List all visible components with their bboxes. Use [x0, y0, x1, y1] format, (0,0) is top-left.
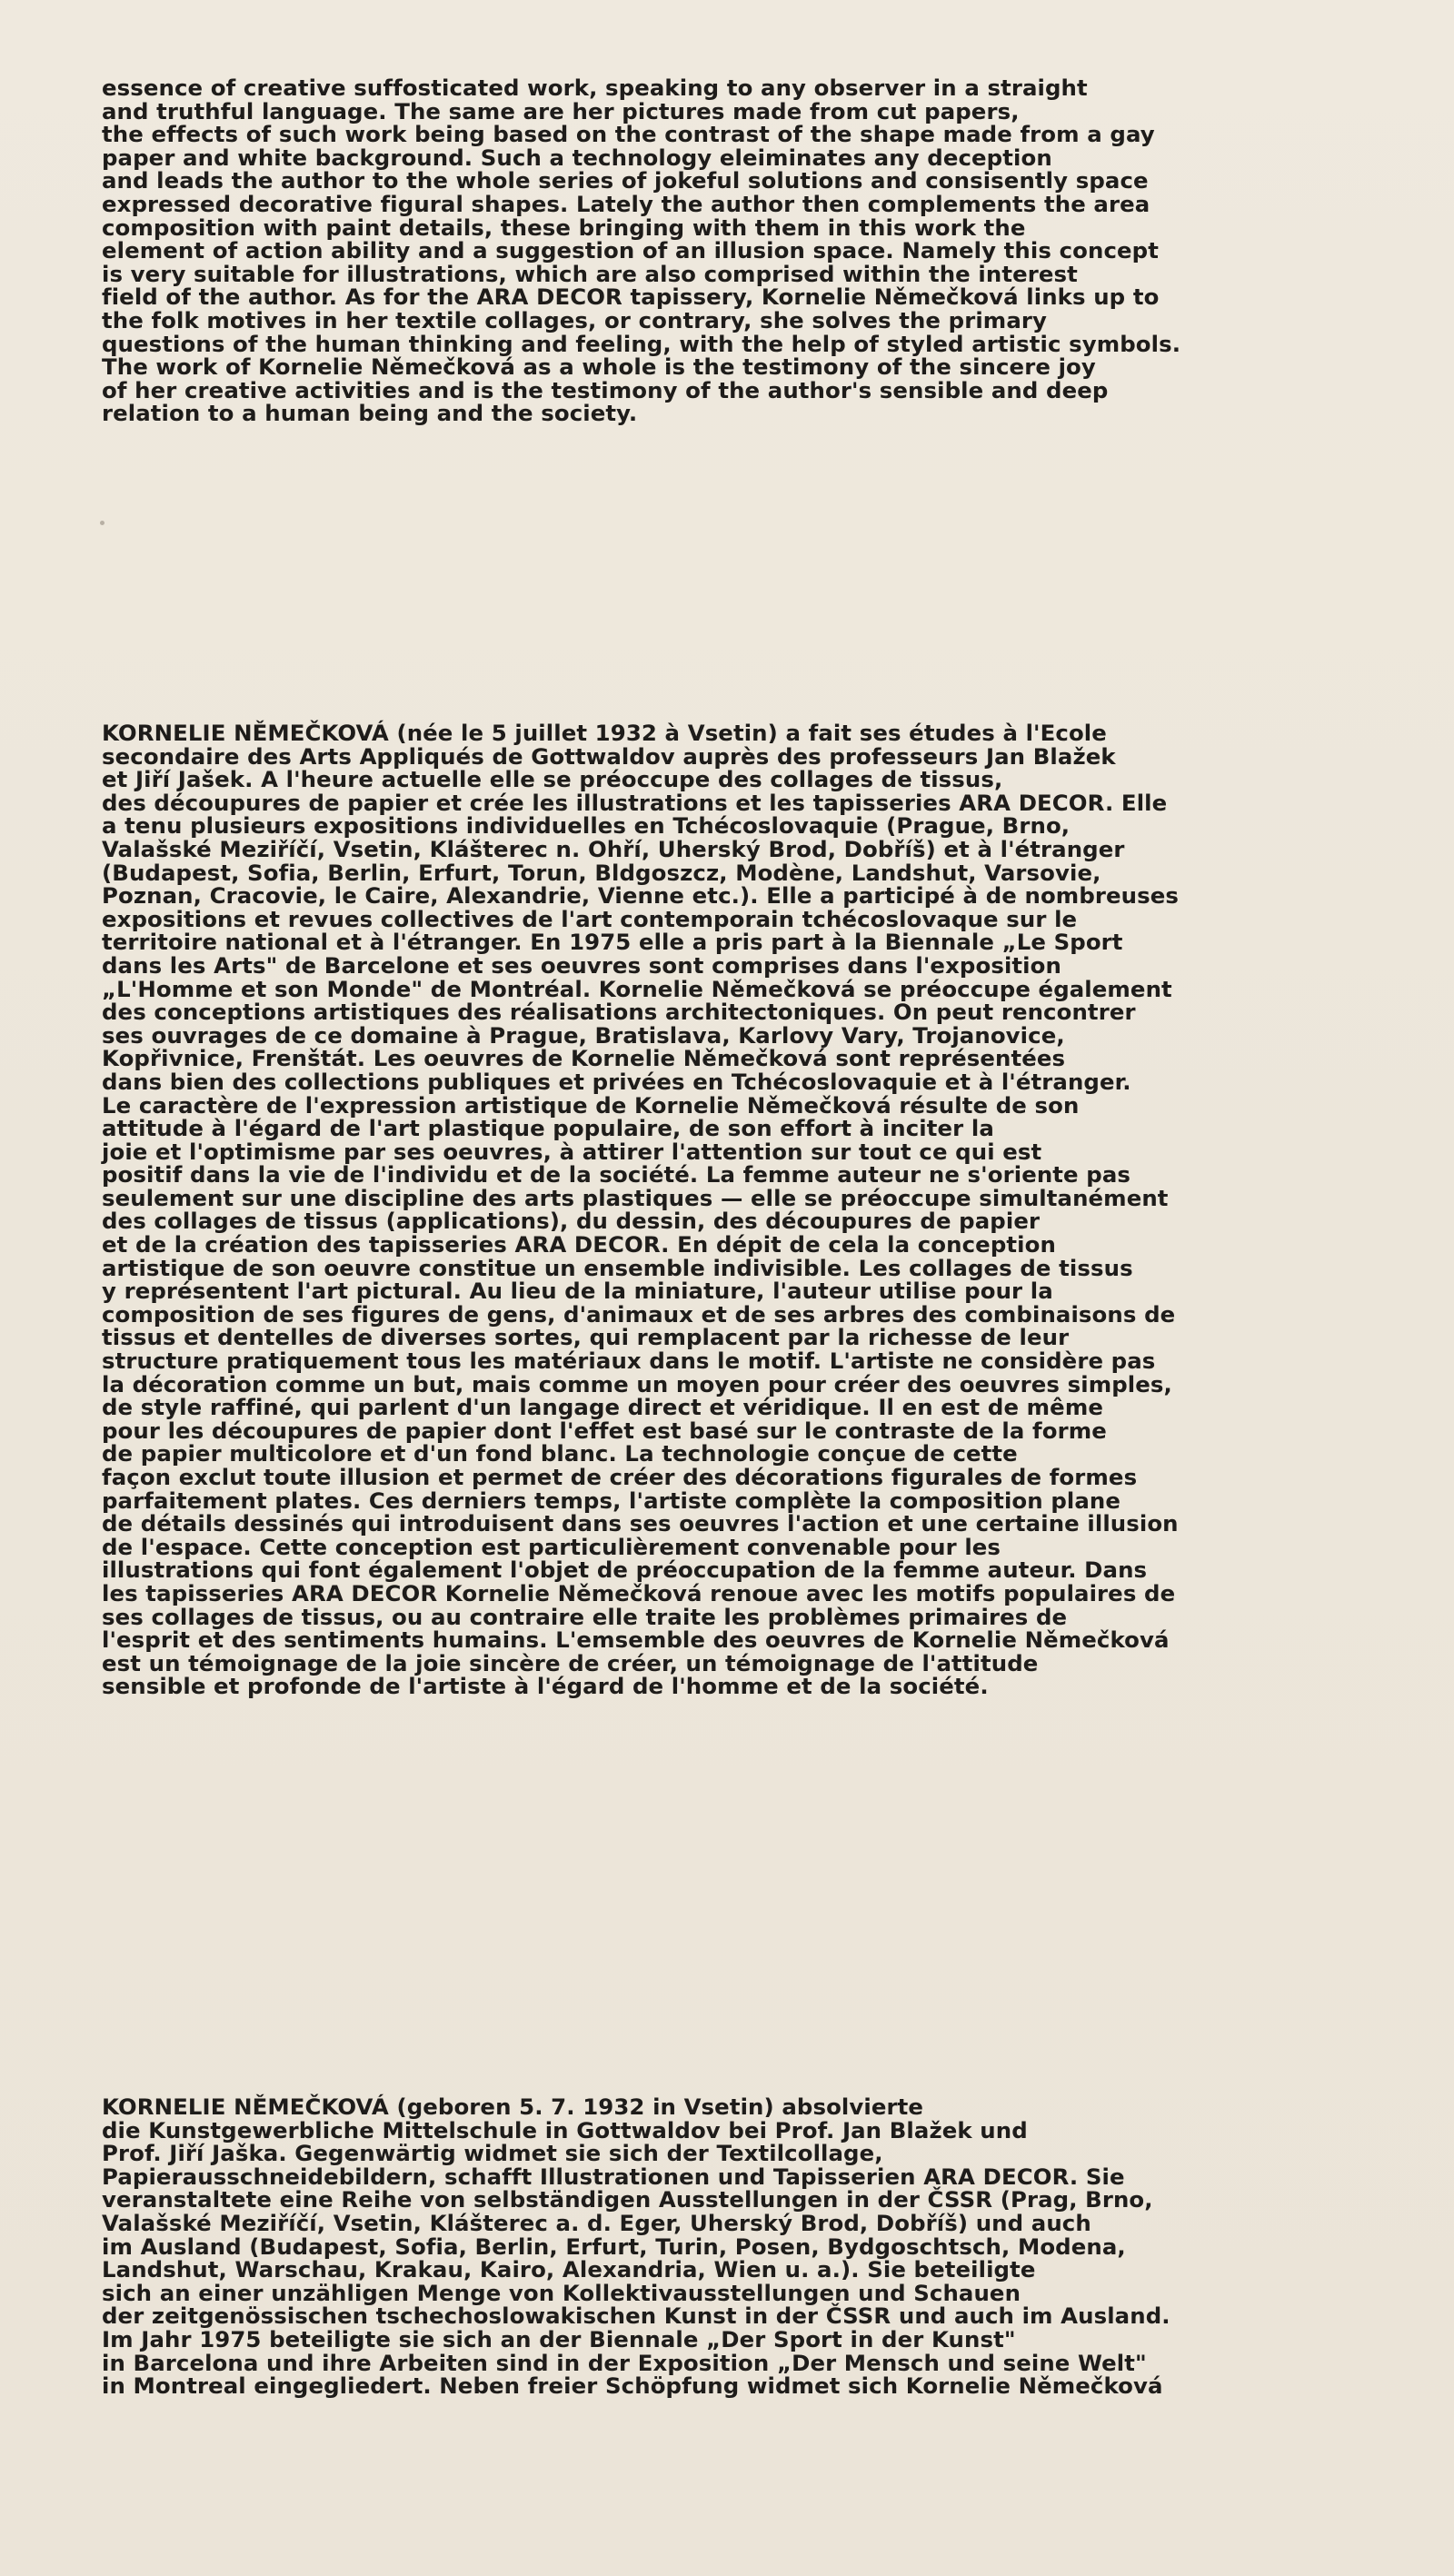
text-line: the effects of such work being based on the contrast of the shape made from a gay — [102, 121, 1155, 148]
text-line: ses collages de tissus, ou au contraire elle traite les problèmes primaires de — [102, 1603, 1068, 1630]
text-line: façon exclut toute illusion et permet de créer des décorations figurales de formes — [102, 1464, 1138, 1490]
text-line: KORNELIE NĚMEČKOVÁ (geboren 5. 7. 1932 in Vsetin) absolvierte — [102, 2094, 924, 2120]
text-line: a tenu plusieurs expositions individuelles en Tchécoslovaquie (Prague, Brno, — [102, 812, 1071, 840]
text-line: sich an einer unzähligen Menge von Kollektivausstellungen und Schauen — [102, 2279, 1021, 2306]
text-line: illustrations qui font également l'objet de préoccupation de la femme auteur. Dans — [102, 1557, 1148, 1584]
text-line: parfaitement plates. Ces derniers temps, l'artiste complète la composition plane — [102, 1487, 1121, 1514]
text-line: expositions et revues collectives de l'art contemporain tchécoslovaque sur le — [102, 905, 1078, 932]
text-line: dans les Arts" de Barcelone et ses oeuvres sont comprises dans l'exposition — [102, 951, 1061, 979]
text-line: Le caractère de l'expression artistique de Kornelie Němečková résulte de son — [102, 1091, 1080, 1119]
text-line: la décoration comme un but, mais comme un moyen pour créer des oeuvres simples, — [102, 1370, 1172, 1397]
text-line: les tapisseries ARA DECOR Kornelie Němečková renoue avec les motifs populaires de — [102, 1579, 1176, 1606]
text-line: y représentent l'art pictural. Au lieu de la miniature, l'auteur utilise pour la — [102, 1278, 1053, 1305]
text-line: The work of Kornelie Němečková as a whole is the testimony of the sincere joy — [102, 353, 1096, 381]
text-line: Valašské Meziříčí, Vsetin, Klášterec n. Ohří, Uherský Brod, Dobříš) et à l'étranger — [102, 835, 1125, 862]
text-line: composition de ses figures de gens, d'animaux et de ses arbres des combinaisons de — [102, 1300, 1176, 1328]
text-line: de détails dessinés qui introduisent dans ses oeuvres l'action et une certaine illusion — [102, 1510, 1179, 1537]
text-line: de l'espace. Cette conception est particulièrement convenable pour les — [102, 1533, 1001, 1560]
text-line: territoire national et à l'étranger. En 1975 elle a pris part à la Biennale „Le Sport — [102, 929, 1123, 956]
paper-speck — [100, 521, 105, 525]
text-line: Valašské Meziříčí, Vsetin, Klášterec a. d. Eger, Uherský Brod, Dobříš) und auch — [102, 2209, 1091, 2236]
text-line: in Montreal eingegliedert. Neben freier Schöpfung widmet sich Kornelie Němečková — [102, 2372, 1163, 2400]
text-line: of her creative activities and is the testimony of the author's sensible and deep — [102, 376, 1109, 403]
text-line: ses ouvrages de ce domaine à Prague, Bratislava, Karlovy Vary, Trojanovice, — [102, 1021, 1065, 1049]
text-line: joie et l'optimisme par ses oeuvres, à attirer l'attention sur tout ce qui est — [102, 1138, 1042, 1165]
text-line: sensible et profonde de l'artiste à l'égard de l'homme et de la société. — [102, 1673, 989, 1700]
text-line: der zeitgenössischen tschechoslowakischen Kunst in der ČSSR und auch im Ausland. — [102, 2302, 1170, 2330]
text-line: structure pratiquement tous les matériaux dans le motif. L'artiste ne considère pas — [102, 1348, 1156, 1375]
text-line: artistique de son oeuvre constitue un ensemble indivisible. Les collages de tissus — [102, 1254, 1133, 1281]
text-line: et de la création des tapisseries ARA DECOR. En dépit de cela la conception — [102, 1231, 1056, 1258]
text-line: the folk motives in her textile collages, or contrary, she solves the primary — [102, 306, 1048, 333]
text-line: relation to a human being and the society. — [102, 400, 638, 427]
text-line: element of action ability and a suggestion of an illusion space. Namely this concept — [102, 237, 1159, 264]
text-line: l'esprit et des sentiments humains. L'emsemble des oeuvres de Kornelie Němečková — [102, 1626, 1170, 1654]
text-line: Im Jahr 1975 beteiligte sie sich an der Biennale „Der Sport in der Kunst" — [102, 2325, 1016, 2352]
text-line: dans bien des collections publiques et privées en Tchécoslovaquie et à l'étranger. — [102, 1068, 1131, 1095]
text-line: des conceptions artistiques des réalisations architectoniques. On peut rencontrer — [102, 999, 1136, 1026]
text-line: est un témoignage de la joie sincère de créer, un témoignage de l'attitude — [102, 1649, 1039, 1676]
text-line: Kopřivnice, Frenštát. Les oeuvres de Kornelie Němečková sont représentées — [102, 1045, 1066, 1072]
text-line: and leads the author to the whole series of jokeful solutions and consisently space — [102, 167, 1149, 194]
text-line: die Kunstgewerbliche Mittelschule in Gottwaldov bei Prof. Jan Blažek und — [102, 2116, 1028, 2143]
text-line: Papierausschneidebildern, schafft Illustrationen und Tapisserien ARA DECOR. Sie — [102, 2163, 1125, 2190]
text-line: positif dans la vie de l'individu et de la société. La femme auteur ne s'oriente pas — [102, 1161, 1131, 1189]
text-line: essence of creative suffosticated work, speaking to any observer in a straight — [102, 75, 1088, 101]
german-text-block — [102, 2095, 1401, 2398]
text-line: attitude à l'égard de l'art plastique populaire, de son effort à inciter la — [102, 1115, 994, 1142]
text-line: KORNELIE NĚMEČKOVÁ (née le 5 juillet 1932 à Vsetin) a fait ses études à l'Ecole — [102, 720, 1107, 746]
text-line: is very suitable for illustrations, which are also comprised within the interest — [102, 260, 1078, 287]
text-line: pour les découpures de papier dont l'effet est basé sur le contraste de la forme — [102, 1417, 1107, 1444]
text-line: Poznan, Cracovie, le Caire, Alexandrie, Vienne etc.). Elle a participé à de nombreuses — [102, 882, 1179, 910]
text-line: de style raffiné, qui parlent d'un langage direct et véridique. Il en est de même — [102, 1394, 1103, 1421]
text-line: and truthful language. The same are her pictures made from cut papers, — [102, 97, 1020, 124]
text-line: veranstaltete eine Reihe von selbständigen Ausstellungen in der ČSSR (Prag, Brno, — [102, 2186, 1153, 2213]
text-line: des collages de tissus (applications), du dessin, des découpures de papier — [102, 1208, 1041, 1235]
text-line: composition with paint details, these bringing with them in this work the — [102, 214, 1026, 241]
text-line: seulement sur une discipline des arts plastiques — elle se préoccupe simultanément — [102, 1184, 1169, 1211]
text-line: et Jiří Jašek. A l'heure actuelle elle se préoccupe des collages de tissus, — [102, 766, 1003, 793]
french-text-block — [102, 721, 1401, 1698]
text-line: expressed decorative figural shapes. Lately the author then complements the area — [102, 190, 1150, 217]
text-line: de papier multicolore et d'un fond blanc. La technologie conçue de cette — [102, 1440, 1018, 1467]
text-line: (Budapest, Sofia, Berlin, Erfurt, Torun, Bldgoszcz, Modène, Landshut, Varsovie, — [102, 859, 1101, 886]
text-line: im Ausland (Budapest, Sofia, Berlin, Erfurt, Turin, Posen, Bydgoschtsch, Modena, — [102, 2233, 1126, 2260]
text-line: questions of the human thinking and feeling, with the help of styled artistic symbols. — [102, 330, 1181, 357]
text-line: paper and white background. Such a technology eleiminates any deception — [102, 144, 1052, 171]
text-line: secondaire des Arts Appliqués de Gottwaldov auprès des professeurs Jan Blažek — [102, 742, 1116, 770]
text-line: field of the author. As for the ARA DECOR tapissery, Kornelie Němečková links up to — [102, 283, 1160, 311]
english-text-block — [102, 76, 1401, 425]
text-line: tissus et dentelles de diverses sortes, qui remplacent par la richesse de leur — [102, 1324, 1070, 1351]
text-line: Prof. Jiří Jaška. Gegenwärtig widmet sie sich der Textilcollage, — [102, 2140, 883, 2167]
text-line: „L'Homme et son Monde" de Montréal. Kornelie Němečková se préoccupe également — [102, 975, 1172, 1002]
text-line: Landshut, Warschau, Krakau, Kairo, Alexandria, Wien u. a.). Sie beteiligte — [102, 2256, 1036, 2283]
text-line: in Barcelona und ihre Arbeiten sind in der Exposition „Der Mensch und seine Welt" — [102, 2349, 1147, 2376]
text-line: des découpures de papier et crée les illustrations et les tapisseries ARA DECOR. Elle — [102, 789, 1168, 816]
